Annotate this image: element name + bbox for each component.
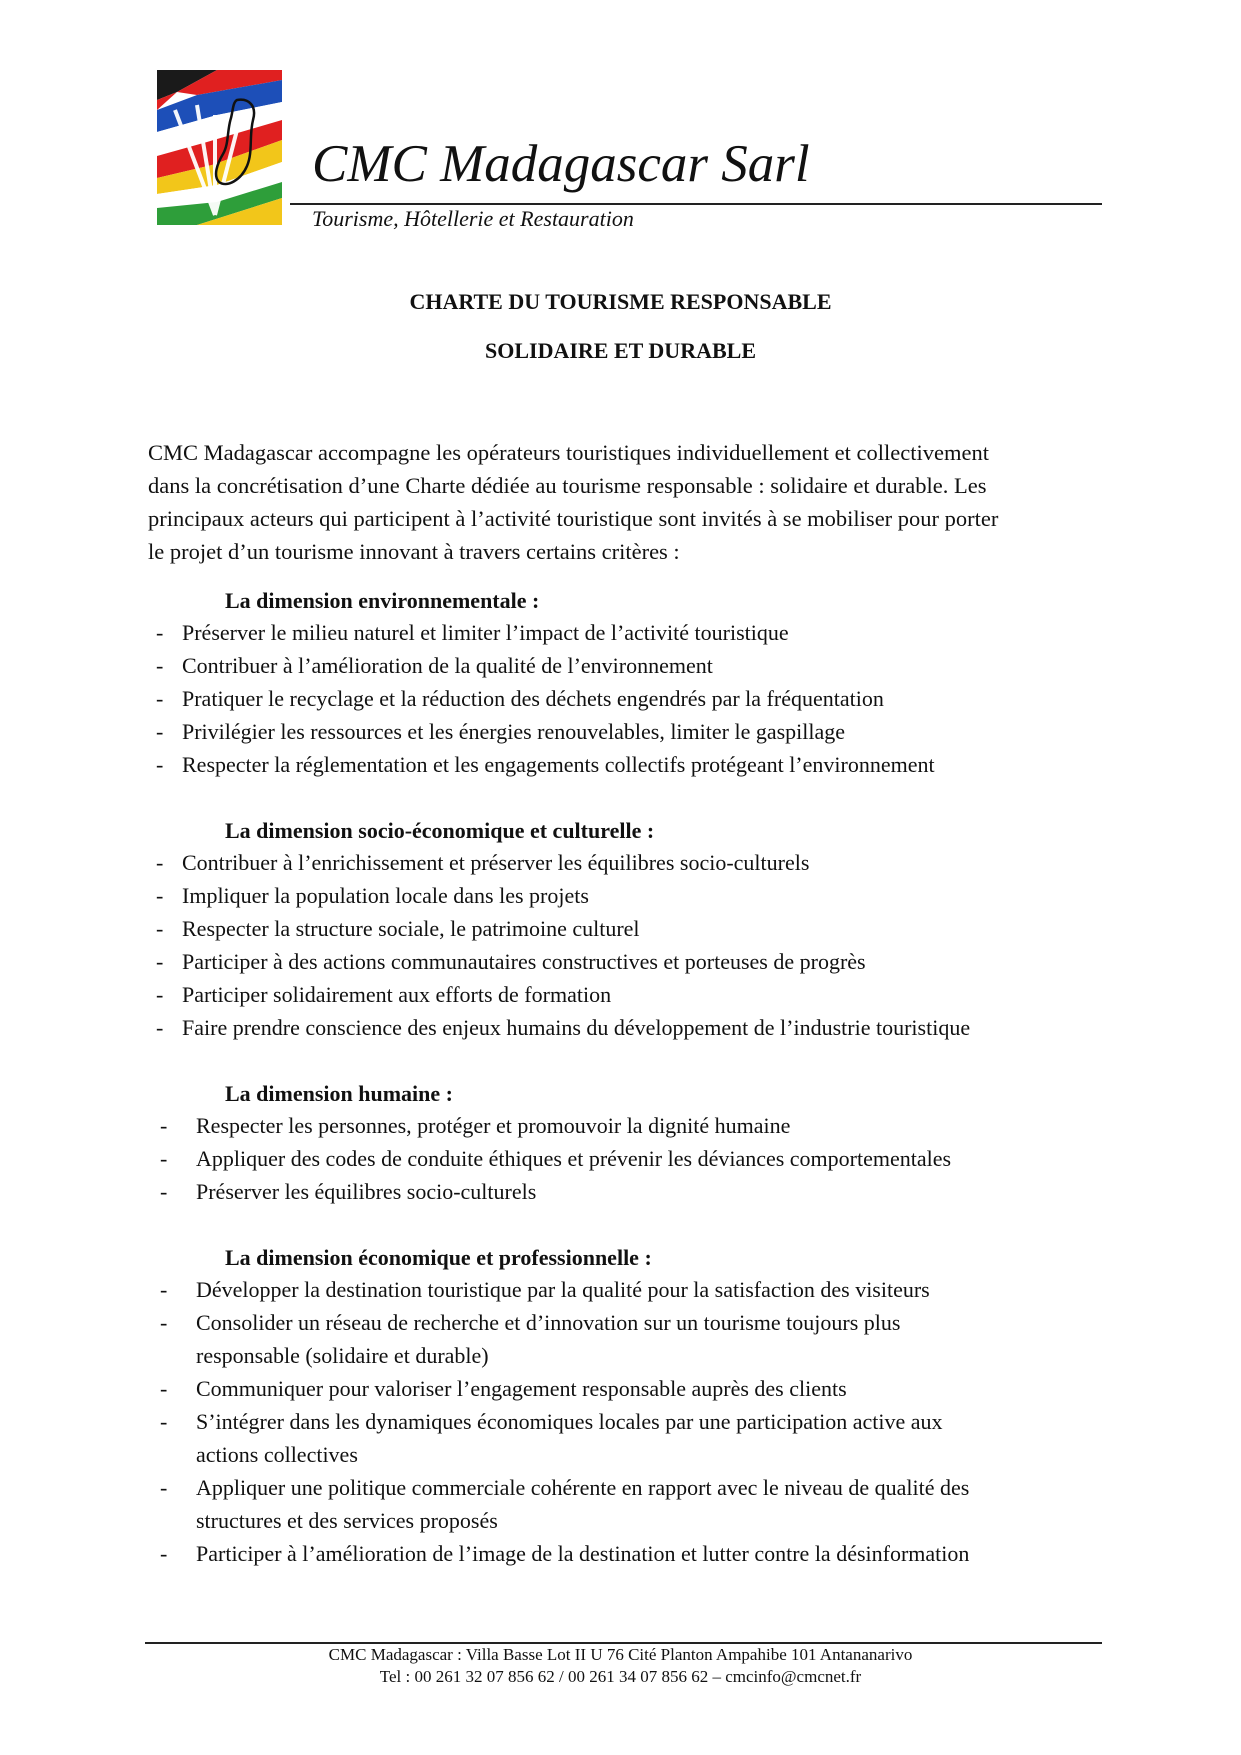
human-list <box>148 1109 951 1208</box>
list-item: - Préserver les équilibres socio-culturels <box>148 1175 951 1208</box>
list-item: - Contribuer à l’amélioration de la qualité de l’environnement <box>148 649 935 682</box>
list-item: - Préserver le milieu naturel et limiter l’impact de l’activité touristique <box>148 616 935 649</box>
section-heading-environment: La dimension environnementale : <box>225 588 540 613</box>
list-item: - Participer à l’amélioration de l’image de la destination et lutter contre la désinformation <box>148 1537 969 1570</box>
madagascar-island-stripes-logo-icon <box>157 70 282 225</box>
document-title-line-2: SOLIDAIRE ET DURABLE <box>484 338 756 363</box>
list-item-continuation: responsable (solidaire et durable) <box>196 1343 489 1368</box>
section-heading-human: La dimension humaine : <box>225 1081 453 1106</box>
intro-line: le projet d’un tourisme innovant à travers certains critères : <box>148 539 680 564</box>
document-title-line-1: CHARTE DU TOURISME RESPONSABLE <box>409 289 832 314</box>
footer-divider <box>145 1642 1102 1644</box>
socio-economic-list <box>148 846 970 1044</box>
intro-line: dans la concrétisation d’une Charte dédiée au tourisme responsable : solidaire et durable. Les <box>148 473 987 498</box>
environment-list <box>148 616 935 781</box>
list-item-continuation: actions collectives <box>196 1442 358 1467</box>
list-item: - Contribuer à l’enrichissement et préserver les équilibres socio-culturels <box>148 846 970 879</box>
section-heading-socio-economic: La dimension socio-économique et culturelle : <box>225 818 655 843</box>
list-item: - Appliquer des codes de conduite éthiques et prévenir les déviances comportementales <box>148 1142 951 1175</box>
list-item: - Privilégier les ressources et les énergies renouvelables, limiter le gaspillage <box>148 715 935 748</box>
company-name: CMC Madagascar Sarl <box>312 135 810 193</box>
company-logo <box>157 70 282 225</box>
intro-line: CMC Madagascar accompagne les opérateurs touristiques individuellement et collectivement <box>148 440 989 465</box>
list-item: - Développer la destination touristique par la qualité pour la satisfaction des visiteurs <box>148 1273 969 1306</box>
company-tagline: Tourisme, Hôtellerie et Restauration <box>312 206 634 231</box>
footer-address: CMC Madagascar : Villa Basse Lot II U 76 Cité Planton Ampahibe 101 Antananarivo <box>328 1645 913 1664</box>
list-item: - Participer solidairement aux efforts de formation <box>148 978 970 1011</box>
list-item: - Consolider un réseau de recherche et d’innovation sur un tourisme toujours plus <box>148 1306 969 1339</box>
header-divider <box>290 203 1102 205</box>
list-item-continuation: structures et des services proposés <box>196 1508 498 1533</box>
intro-paragraph <box>148 436 1098 568</box>
list-item: - Communiquer pour valoriser l’engagement responsable auprès des clients <box>148 1372 969 1405</box>
list-item: - Respecter la réglementation et les engagements collectifs protégeant l’environnement <box>148 748 935 781</box>
list-item: - Faire prendre conscience des enjeux humains du développement de l’industrie touristique <box>148 1011 970 1044</box>
list-item: - Respecter la structure sociale, le patrimoine culturel <box>148 912 970 945</box>
footer-contact: Tel : 00 261 32 07 856 62 / 00 261 34 07 856 62 – cmcinfo@cmcnet.fr <box>379 1667 862 1686</box>
list-item: - Respecter les personnes, protéger et promouvoir la dignité humaine <box>148 1109 951 1142</box>
economic-professional-list <box>148 1273 969 1570</box>
list-item: - S’intégrer dans les dynamiques économiques locales par une participation active aux <box>148 1405 969 1438</box>
intro-line: principaux acteurs qui participent à l’activité touristique sont invités à se mobiliser pour porter <box>148 506 999 531</box>
list-item: - Participer à des actions communautaires constructives et porteuses de progrès <box>148 945 970 978</box>
list-item: - Pratiquer le recyclage et la réduction des déchets engendrés par la fréquentation <box>148 682 935 715</box>
list-item: - Appliquer une politique commerciale cohérente en rapport avec le niveau de qualité des <box>148 1471 969 1504</box>
section-heading-economic-professional: La dimension économique et professionnelle : <box>225 1245 652 1270</box>
list-item: - Impliquer la population locale dans les projets <box>148 879 970 912</box>
